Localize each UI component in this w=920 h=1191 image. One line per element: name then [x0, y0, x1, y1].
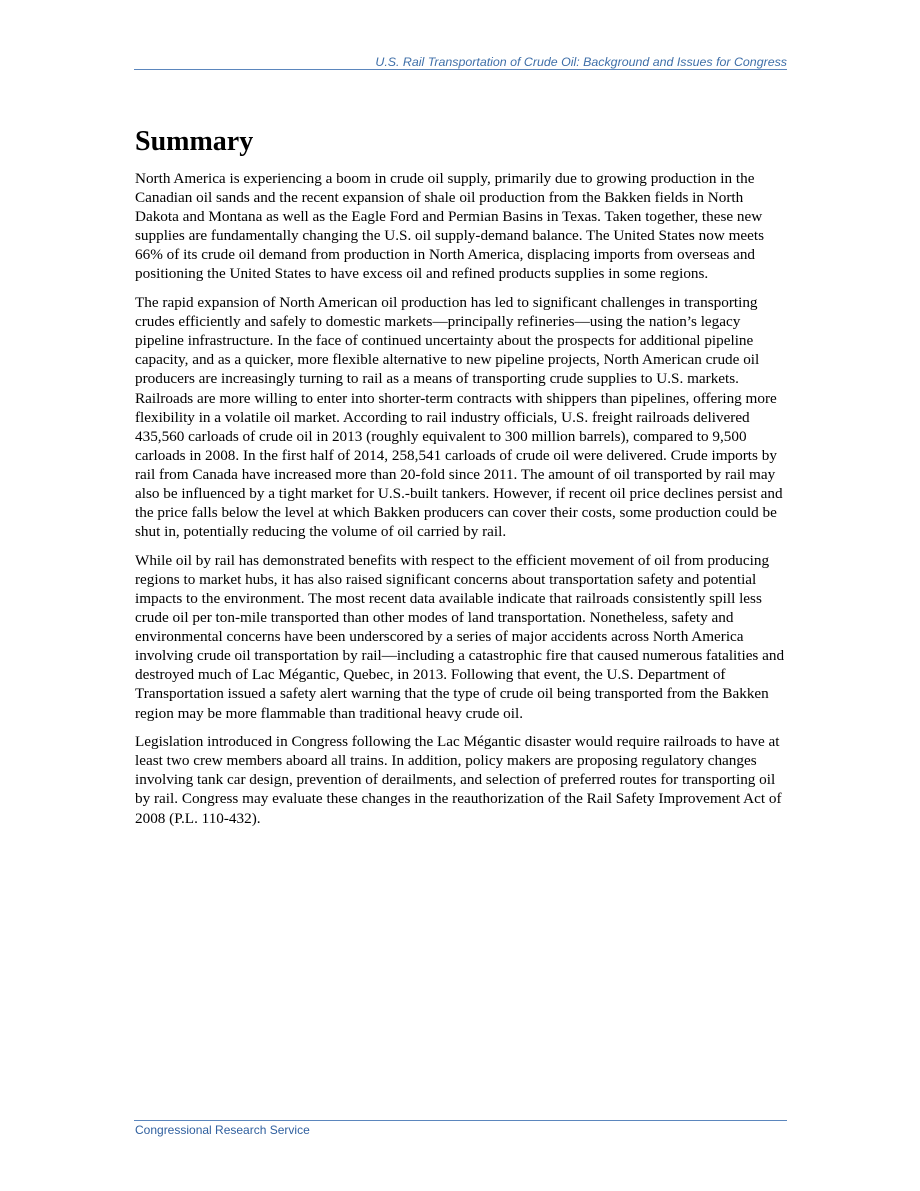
paragraph-rail-transport-growth: The rapid expansion of North American oil production has led to significant challenges in transporting crudes efficiently and safely to domestic markets—principally refineries—using the nation’s legacy pipeline infrastructure. In the face of continued uncertainty about the prospects for additional pipeline capacity, and as a quicker, more flexible alternative to new pipeline projects, North American crude oil producers are increasingly turning to rail as a means of transporting crude supplies to U.S. markets. Railroads are more willing to enter into shorter-term contracts with shippers than pipelines, offering more flexibility in a volatile oil market. According to rail industry officials, U.S. freight railroads delivered 435,560 carloads of crude oil in 2013 (roughly equivalent to 300 million barrels), compared to 9,500 carloads in 2008. In the first half of 2014, 258,541 carloads of crude oil were delivered. Crude imports by rail from Canada have increased more than 20-fold since 2011. The amount of oil transported by rail may also be influenced by a tight market for U.S.-built tankers. However, if recent oil price declines persist and the price falls below the level at which Bakken producers can cover their costs, some production could be shut in, potentially reducing the volume of oil carried by rail.	[135, 294, 783, 541]
footer-divider	[134, 1120, 787, 1121]
paragraph-legislation: Legislation introduced in Congress following the Lac Mégantic disaster would require railroads to have at least two crew members aboard all trains. In addition, policy makers are proposing regulatory changes involving tank car design, prevention of derailments, and selection of preferred routes for transporting oil by rail. Congress may evaluate these changes in the reauthorization of the Rail Safety Improvement Act of 2008 (P.L. 110-432).	[135, 733, 782, 827]
document-body	[135, 124, 787, 837]
paragraph-safety-concerns: While oil by rail has demonstrated benefits with respect to the efficient movement of oil from producing regions to market hubs, it has also raised significant concerns about transportation safety and potential impacts to the environment. The most recent data available indicate that railroads consistently spill less crude oil per ton-mile transported than other modes of land transportation. Nonetheless, safety and environmental concerns have been underscored by a series of major accidents across North America involving crude oil transportation by rail—including a catastrophic fire that caused numerous fatalities and destroyed much of Lac Mégantic, Quebec, in 2013. Following that event, the U.S. Department of Transportation issued a safety alert warning that the type of crude oil being transported from the Bakken region may be more flammable than traditional heavy crude oil.	[135, 551, 785, 722]
footer-organization: Congressional Research Service	[135, 1123, 310, 1137]
paragraph-oil-supply-boom: North America is experiencing a boom in crude oil supply, primarily due to growing production in the Canadian oil sands and the recent expansion of shale oil production from the Bakken fields in North Dakota and Montana as well as the Eagle Ford and Permian Basins in Texas. Taken together, these new supplies are fundamentally changing the U.S. oil supply-demand balance. The United States now meets 66% of its crude oil demand from production in North America, displacing imports from overseas and positioning the United States to have excess oil and refined products supplies in some regions.	[135, 170, 765, 283]
header-divider	[134, 69, 787, 70]
section-title: Summary	[135, 126, 254, 157]
running-header-title: U.S. Rail Transportation of Crude Oil: Background and Issues for Congress	[375, 55, 787, 69]
